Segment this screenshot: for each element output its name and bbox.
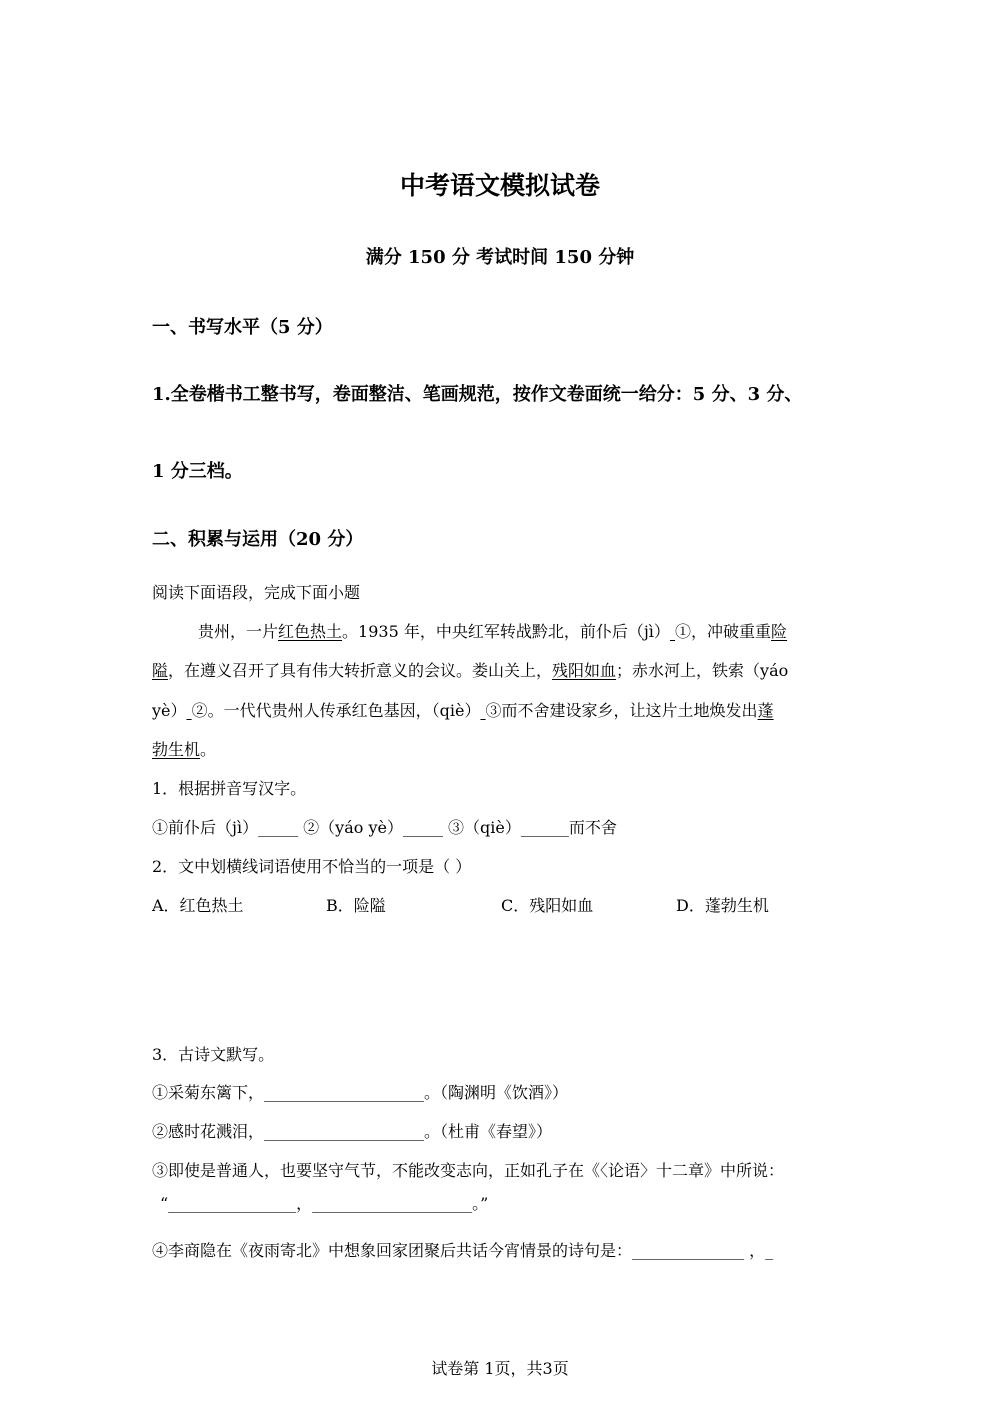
underlined-term: 蓬 [757,701,774,720]
section1-question-line1: 1.全卷楷书工整书写，卷面整洁、笔画规范，按作文卷面统一给分：5 分、3 分、 [152,384,803,405]
passage-text: ；赤水河上，铁索（yáo [616,661,789,680]
passage-text: ①，冲破重重 [675,622,772,641]
question-3-item-1: ①采菊东篱下，____________________。（陶渊明《饮酒》） [152,1083,569,1102]
section1-heading: 一、书写水平（5 分） [152,317,333,338]
underlined-term: 勃生机 [152,740,201,759]
question-3-item-3-blanks: “________________，____________________。” [160,1194,489,1213]
passage-text: 。 [200,740,217,759]
passage-text: ，在遵义召开了具有伟大转折意义的会议。娄山关上， [168,661,553,680]
option-d: D．蓬勃生机 [676,896,769,915]
option-a: A．红色热土 [152,896,244,915]
passage-text: yè） [152,701,187,720]
reading-intro: 阅读下面语段，完成下面小题 [152,583,361,602]
question-3-item-3: ③即使是普通人，也要坚守气节，不能改变志向，正如孔子在《〈论语〉十二章》中所说： [152,1161,785,1180]
question-3-prompt: 3．古诗文默写。 [152,1045,275,1064]
passage-line-1 [198,619,787,642]
passage-line-4 [152,737,216,760]
section1-question-line2: 1 分三档。 [152,461,243,482]
underlined-term: 险 [771,622,788,641]
passage-text: ③而不舍建设家乡，让这片土地焕发出 [485,701,758,720]
page-footer: 试卷第 1页，共3页 [431,1359,569,1378]
passage-line-3 [152,698,774,721]
underlined-term: 残阳如血 [552,661,617,680]
passage-text: 贵州，一片 [198,622,279,641]
underlined-term: 隘 [152,661,169,680]
passage-text: ②。一代代贵州人传承红色基因，（qiè） [191,701,481,720]
question-1-prompt: 1．根据拼音写汉字。 [152,779,307,798]
exam-info: 满分 150 分 考试时间 150 分钟 [365,247,635,268]
question-3-item-2: ②感时花溅泪，____________________。（杜甫《春望》） [152,1122,553,1141]
option-b: B．险隘 [326,896,386,915]
section2-heading: 二、积累与运用（20 分） [152,529,364,550]
passage-text: 。1935 年，中央红军转战黔北，前仆后（jì） [342,622,670,641]
passage-line-2 [152,658,788,681]
page-title: 中考语文模拟试卷 [399,171,600,200]
underlined-term: 红色热土 [278,622,343,641]
question-1-items: ①前仆后（jì）_____ ②（yáo yè）_____ ③（qiè）______而不舍 [152,818,617,837]
question-2-prompt: 2．文中划横线词语使用不恰当的一项是（ ） [152,857,472,876]
question-3-item-4: ④李商隐在《夜雨寄北》中想象回家团聚后共话今宵情景的诗句是：______________ ，_ [152,1241,774,1260]
option-c: C．残阳如血 [501,896,594,915]
